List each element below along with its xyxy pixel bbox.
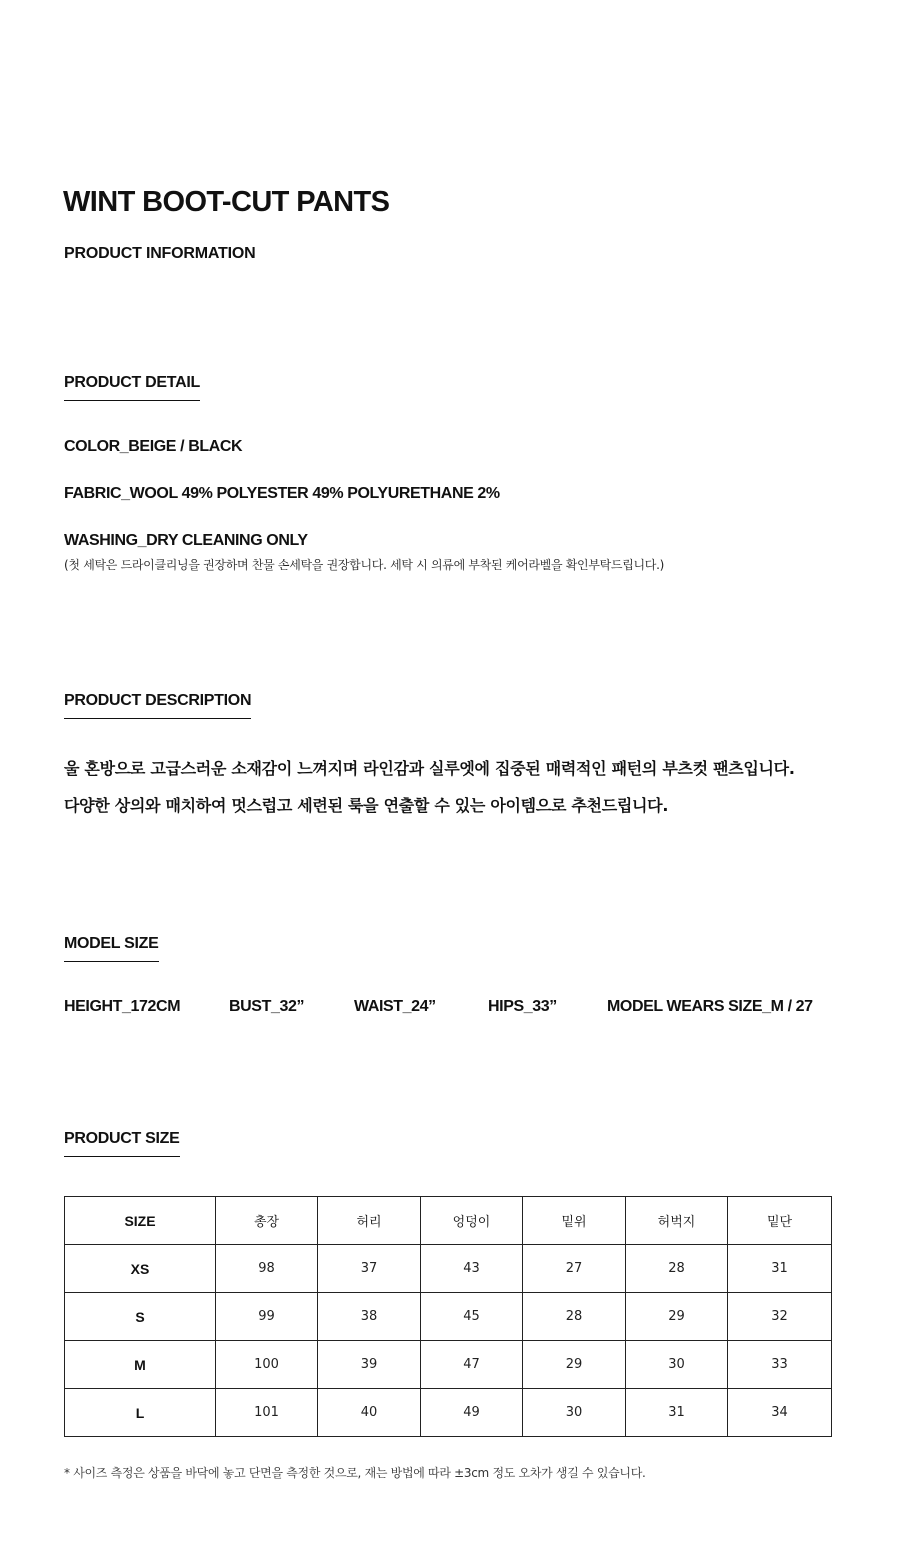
table-cell: 34: [728, 1389, 832, 1437]
table-cell: 32: [728, 1293, 832, 1341]
table-cell: 39: [318, 1341, 421, 1389]
column-header-rise: 밑위: [523, 1197, 626, 1245]
table-cell: 38: [318, 1293, 421, 1341]
table-cell: 28: [626, 1245, 728, 1293]
color-info: COLOR_BEIGE / BLACK: [64, 438, 243, 455]
size-label: L: [65, 1389, 216, 1437]
table-row: [65, 1245, 832, 1293]
table-cell: 37: [318, 1245, 421, 1293]
table-cell: 30: [626, 1341, 728, 1389]
table-cell: 49: [421, 1389, 523, 1437]
product-description-heading: PRODUCT DESCRIPTION: [64, 692, 251, 719]
table-row: [65, 1341, 832, 1389]
column-header-waist: 허리: [318, 1197, 421, 1245]
model-hips: HIPS_33”: [488, 998, 557, 1015]
table-cell: 98: [216, 1245, 318, 1293]
column-header-length: 총장: [216, 1197, 318, 1245]
column-header-size: SIZE: [65, 1197, 216, 1245]
table-cell: 45: [421, 1293, 523, 1341]
table-cell: 101: [216, 1389, 318, 1437]
size-label: S: [65, 1293, 216, 1341]
column-header-hip: 엉덩이: [421, 1197, 523, 1245]
size-footnote: * 사이즈 측정은 상품을 바닥에 놓고 단면을 측정한 것으로, 재는 방법에 따라 ±3cm 정도 오차가 생길 수 있습니다.: [64, 1466, 646, 1480]
page-subtitle: PRODUCT INFORMATION: [64, 245, 256, 262]
table-row: [65, 1293, 832, 1341]
size-table: [64, 1196, 832, 1437]
product-size-heading: PRODUCT SIZE: [64, 1130, 180, 1157]
column-header-thigh: 허벅지: [626, 1197, 728, 1245]
size-label: M: [65, 1341, 216, 1389]
description-line-1: 울 혼방으로 고급스러운 소재감이 느껴지며 라인감과 실루엣에 집중된 매력적인 패턴의 부츠컷 팬츠입니다.: [64, 759, 795, 778]
table-cell: 30: [523, 1389, 626, 1437]
description-line-2: 다양한 상의와 매치하여 멋스럽고 세련된 룩을 연출할 수 있는 아이템으로 추천드립니다.: [64, 796, 669, 815]
fabric-info: FABRIC_WOOL 49% POLYESTER 49% POLYURETHANE 2%: [64, 485, 500, 502]
table-cell: 40: [318, 1389, 421, 1437]
page-title: WINT BOOT-CUT PANTS: [63, 186, 390, 218]
table-cell: 47: [421, 1341, 523, 1389]
size-label: XS: [65, 1245, 216, 1293]
table-cell: 31: [728, 1245, 832, 1293]
table-cell: 33: [728, 1341, 832, 1389]
model-size-heading: MODEL SIZE: [64, 935, 159, 962]
table-cell: 28: [523, 1293, 626, 1341]
table-header-row: [65, 1197, 832, 1245]
product-detail-heading: PRODUCT DETAIL: [64, 374, 200, 401]
table-cell: 27: [523, 1245, 626, 1293]
column-header-hem: 밑단: [728, 1197, 832, 1245]
model-bust: BUST_32”: [229, 998, 305, 1015]
table-cell: 99: [216, 1293, 318, 1341]
washing-info: WASHING_DRY CLEANING ONLY: [64, 532, 308, 549]
model-height: HEIGHT_172CM: [64, 998, 181, 1015]
model-waist: WAIST_24”: [354, 998, 436, 1015]
washing-note: (첫 세탁은 드라이클리닝을 권장하며 찬물 손세탁을 권장합니다. 세탁 시 의류에 부착된 케어라벨을 확인부탁드립니다.): [64, 558, 664, 572]
table-cell: 100: [216, 1341, 318, 1389]
table-cell: 31: [626, 1389, 728, 1437]
table-cell: 29: [626, 1293, 728, 1341]
table-cell: 29: [523, 1341, 626, 1389]
table-cell: 43: [421, 1245, 523, 1293]
table-row: [65, 1389, 832, 1437]
model-wears-size: MODEL WEARS SIZE_M / 27: [607, 998, 813, 1015]
